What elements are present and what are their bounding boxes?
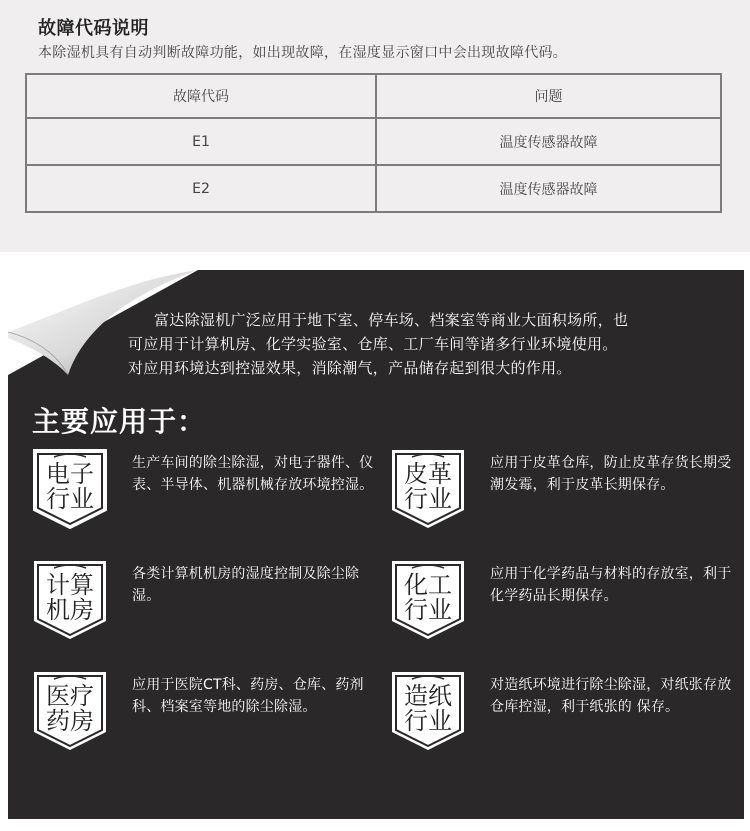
application-description: 应用于化学药品与材料的存放室，利于化学药品长期保存。 xyxy=(490,566,732,604)
badge-line-bottom: 行业 xyxy=(404,596,452,624)
fault-code-section xyxy=(0,0,750,252)
application-description: 应用于皮革仓库，防止皮革存货长期受潮发霉，利于皮革长期保存。 xyxy=(490,455,732,493)
fault-code-cell: E2 xyxy=(26,165,376,212)
header-fault-code: 故障代码 xyxy=(26,74,376,118)
industry-badge xyxy=(390,670,466,750)
badge-line-top: 电子 xyxy=(46,460,94,488)
badge-line-bottom: 机房 xyxy=(46,596,94,624)
badge-line-top: 化工 xyxy=(404,571,452,599)
table-row xyxy=(26,118,721,165)
fault-problem-cell: 温度传感器故障 xyxy=(376,118,721,165)
badge-line-bottom: 行业 xyxy=(46,485,94,513)
badge-line-top: 医疗 xyxy=(46,682,94,710)
application-description: 生产车间的除尘除湿，对电子器件、仪表、半导体、机器机械存放环境控湿。 xyxy=(132,455,374,493)
intro-line: 对应用环境达到控湿效果，消除潮气，产品储存起到很大的作用。 xyxy=(128,359,572,377)
fault-code-description: 本除湿机具有自动判断故障功能，如出现故障，在湿度显示窗口中会出现故障代码。 xyxy=(38,45,568,61)
fault-code-cell: E1 xyxy=(26,118,376,165)
industry-badge xyxy=(32,559,108,639)
industry-badge xyxy=(390,559,466,639)
application-description: 各类计算机机房的湿度控制及除尘除湿。 xyxy=(132,566,360,604)
application-item-chemical xyxy=(390,559,730,649)
fault-code-table xyxy=(25,73,722,213)
intro-line: 可应用于计算机房、化学实验室、仓库、工厂车间等诸多行业环境使用。 xyxy=(128,335,618,353)
applications-heading: 主要应用于： xyxy=(32,405,207,438)
table-header-row xyxy=(26,74,721,118)
badge-line-bottom: 行业 xyxy=(404,707,452,735)
application-item-medical xyxy=(32,670,372,760)
application-description: 应用于医院CT科、药房、仓库、药剂科、档案室等地的除尘除湿。 xyxy=(132,677,364,715)
application-item-computer-room xyxy=(32,559,372,649)
industry-badge xyxy=(390,448,466,528)
application-item-electronics xyxy=(32,448,372,538)
badge-line-top: 计算 xyxy=(46,571,94,599)
applications-section xyxy=(8,270,744,819)
application-item-paper xyxy=(390,670,730,760)
fault-code-title: 故障代码说明 xyxy=(38,18,149,39)
table-row xyxy=(26,165,721,212)
intro-line: 富达除湿机广泛应用于地下室、停车场、档案室等商业大面积场所，也 xyxy=(154,311,629,329)
badge-line-bottom: 药房 xyxy=(46,707,94,735)
badge-line-top: 皮革 xyxy=(404,460,452,488)
application-description: 对造纸环境进行除尘除湿，对纸张存放仓库控湿，利于纸张的 保存。 xyxy=(490,677,732,715)
fault-problem-cell: 温度传感器故障 xyxy=(376,165,721,212)
badge-line-top: 造纸 xyxy=(404,682,452,710)
industry-badge xyxy=(32,670,108,750)
header-problem: 问题 xyxy=(376,74,721,118)
intro-paragraph xyxy=(128,308,718,380)
badge-line-bottom: 行业 xyxy=(404,485,452,513)
industry-badge xyxy=(32,448,108,528)
application-item-leather xyxy=(390,448,730,538)
